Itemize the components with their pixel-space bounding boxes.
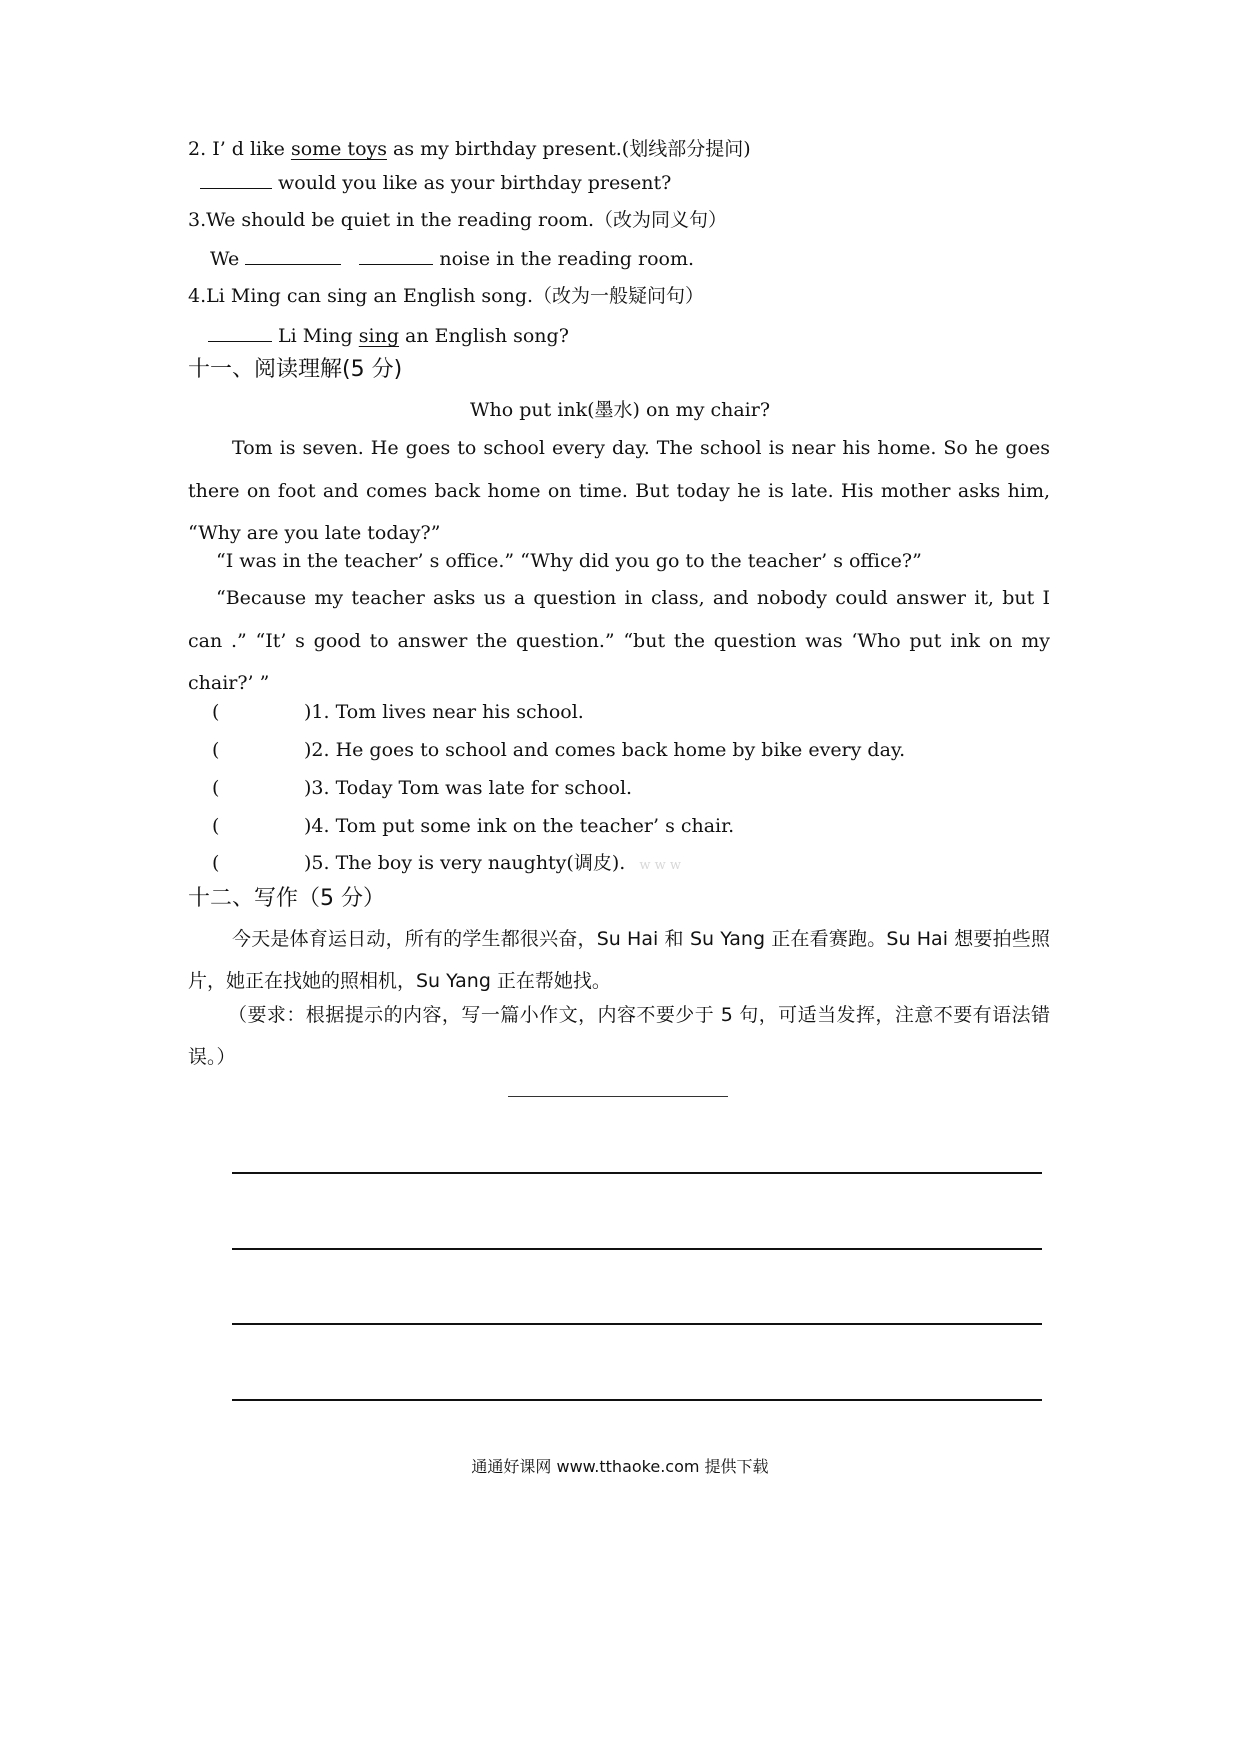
exercise-2-answer-text: would you like as your birthday present? xyxy=(278,172,672,194)
exercise-4-answer-end: an English song? xyxy=(405,325,569,347)
exercise-2-text-before: I’ d like xyxy=(212,138,285,160)
exercise-2-number: 2. xyxy=(188,138,207,160)
answer-bracket[interactable]: ( xyxy=(212,852,220,874)
exercise-2-underlined-text: some toys xyxy=(290,138,387,160)
answer-bracket[interactable]: ( xyxy=(212,739,220,761)
judgement-question-text: )3. Today Tom was late for school. xyxy=(304,777,633,799)
exercise-2-answer xyxy=(200,168,671,197)
exercise-4-prompt: 4.Li Ming can sing an English song.（改为一般疑问句） xyxy=(188,285,705,307)
reading-passage-title: Who put ink(墨水) on my chair? xyxy=(469,399,771,421)
footer-text: 通通好课网 www.tthaoke.com 提供下载 xyxy=(471,1457,769,1476)
answer-blank[interactable] xyxy=(245,244,341,265)
writing-requirement: （要求：根据提示的内容，写一篇小作文，内容不要少于 5 句，可适当发挥，注意不要有语法错误。） xyxy=(188,1004,1050,1068)
judgement-question-text: )4. Tom put some ink on the teacher’ s chair. xyxy=(304,815,735,837)
reading-paragraph-2: “I was in the teacher’ s office.” “Why did you go to the teacher’ s office?” xyxy=(216,550,922,572)
judgement-question-text: )1. Tom lives near his school. xyxy=(304,701,584,723)
writing-answer-line-4[interactable] xyxy=(232,1399,1042,1401)
reading-paragraph-1: Tom is seven. He goes to school every day. The school is near his home. So he goes there on foot and comes back home on time. But today he is late. His mother asks him, “Why are you late today?” xyxy=(188,437,1050,544)
title-blank-line[interactable] xyxy=(508,1096,728,1097)
exercise-2-prompt xyxy=(188,135,751,163)
writing-section-heading: 十二、写作（5 分） xyxy=(188,886,385,911)
exercise-3-prompt: 3.We should be quiet in the reading room.（改为同义句） xyxy=(188,209,728,231)
writing-answer-line-2[interactable] xyxy=(232,1248,1042,1250)
exercise-2-text-after: as my birthday present.(划线部分提问) xyxy=(393,138,751,160)
answer-blank[interactable] xyxy=(208,321,272,342)
judgement-question-5 xyxy=(212,849,681,880)
writing-prompt: 今天是体育运日动，所有的学生都很兴奋，Su Hai 和 Su Yang 正在看赛跑。Su Hai 想要拍些照片，她正在找她的照相机，Su Yang 正在帮她找。 xyxy=(188,928,1050,992)
judgement-question-4 xyxy=(212,812,734,840)
watermark-text: w w w xyxy=(639,858,681,873)
reading-section-heading: 十一、阅读理解(5 分) xyxy=(188,357,403,382)
exercise-3-answer xyxy=(210,244,694,273)
writing-answer-line-1[interactable] xyxy=(232,1172,1042,1174)
answer-blank[interactable] xyxy=(200,168,272,189)
exercise-4-underlined-text: sing xyxy=(358,325,399,347)
reading-paragraph-3: “Because my teacher asks us a question in class, and nobody could answer it, but I can .” “It’ s good to answer the question.” “but the question was ‘Who put ink on my chair?’ ” xyxy=(188,587,1050,694)
exercise-4-answer xyxy=(208,321,569,350)
answer-bracket[interactable]: ( xyxy=(212,815,220,837)
exercise-3-answer-start: We xyxy=(210,248,240,270)
judgement-question-2 xyxy=(212,736,905,764)
exercise-3-answer-text: noise in the reading room. xyxy=(439,248,695,270)
judgement-question-text: )2. He goes to school and comes back home by bike every day. xyxy=(304,739,906,761)
answer-blank[interactable] xyxy=(359,244,433,265)
answer-bracket[interactable]: ( xyxy=(212,701,220,723)
judgement-question-3 xyxy=(212,774,632,802)
exercise-4-answer-mid: Li Ming xyxy=(278,325,353,347)
writing-answer-line-3[interactable] xyxy=(232,1323,1042,1325)
judgement-question-text: )5. The boy is very naughty(调皮). xyxy=(304,852,626,874)
judgement-question-1 xyxy=(212,698,584,726)
answer-bracket[interactable]: ( xyxy=(212,777,220,799)
